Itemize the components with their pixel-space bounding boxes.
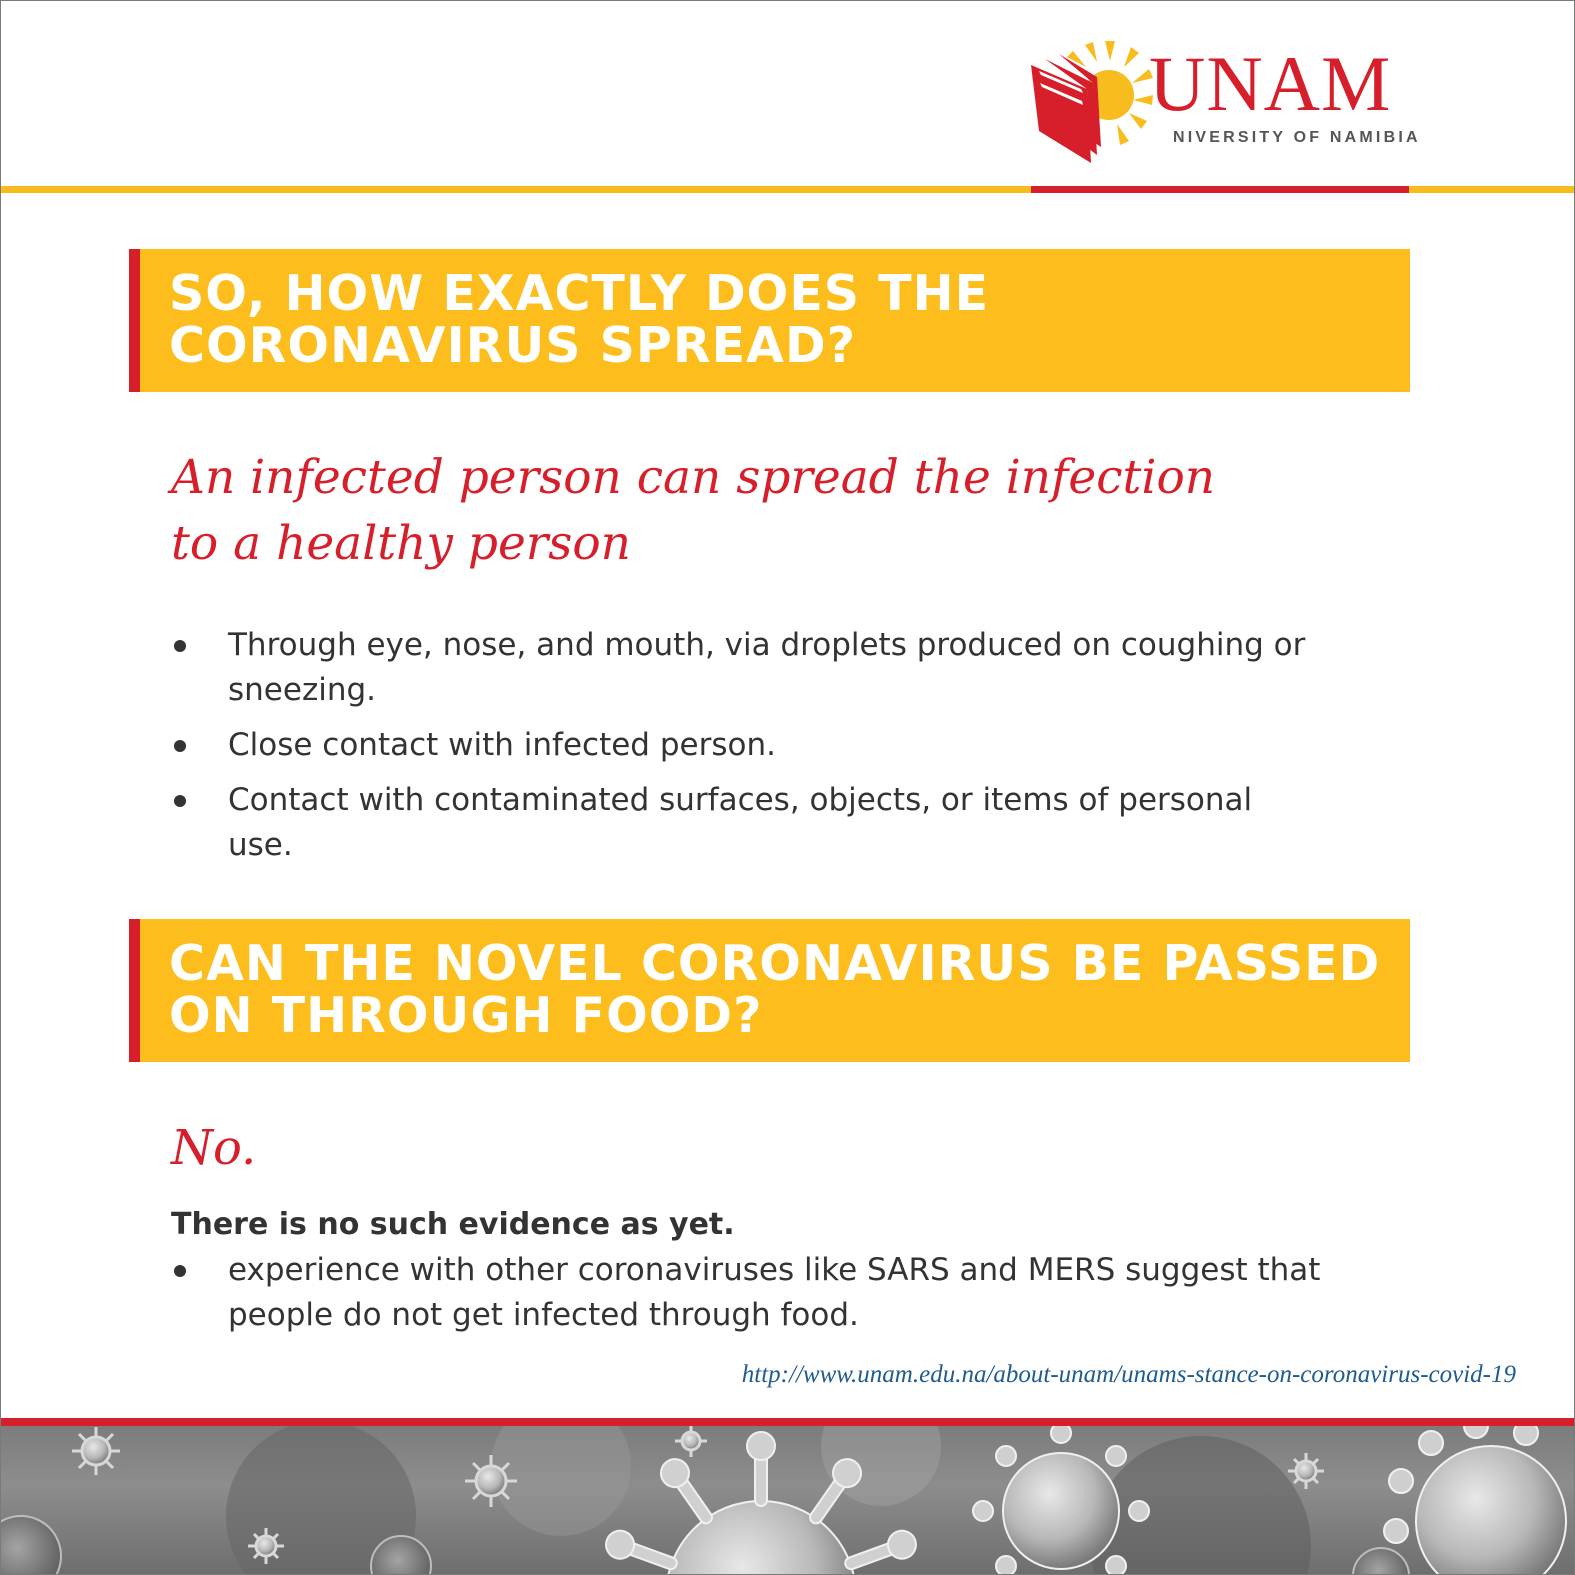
- bullet-dot-icon: [174, 640, 186, 652]
- heading-line: CORONAVIRUS SPREAD?: [169, 317, 857, 374]
- list-item: [171, 623, 1403, 713]
- footer-divider-red: [1, 1418, 1574, 1426]
- answer-text: No.: [171, 1120, 257, 1176]
- list-item: [171, 723, 1403, 768]
- bullet-line: Through eye, nose, and mouth, via droplets produced on coughing or: [228, 627, 1306, 663]
- section-heading-spread: [129, 249, 1410, 392]
- lead-line: An infected person can spread the infection: [171, 450, 1216, 505]
- header-divider-red: [1031, 186, 1409, 193]
- list-item: [171, 778, 1403, 868]
- bullet-line: Contact with contaminated surfaces, objects, or items of personal: [228, 782, 1253, 818]
- logo-subtitle: NIVERSITY OF NAMIBIA: [1173, 129, 1421, 146]
- sun-book-icon: [1031, 39, 1161, 164]
- evidence-statement: There is no such evidence as yet.: [171, 1207, 735, 1242]
- heading-line: ON THROUGH FOOD?: [169, 987, 763, 1044]
- section-heading-food: [129, 919, 1410, 1062]
- bullet-line: Close contact with infected person.: [228, 727, 776, 763]
- unam-logo: [1031, 39, 1421, 164]
- bullet-dot-icon: [174, 795, 186, 807]
- coronavirus-particles-image: [1, 1426, 1574, 1574]
- virus-particles-icon: [1, 1426, 1574, 1574]
- bullet-line: experience with other coronaviruses like SARS and MERS suggest that: [228, 1252, 1321, 1288]
- spread-bullet-list: [171, 623, 1403, 878]
- list-item: [171, 1248, 1403, 1338]
- bullet-line: people do not get infected through food.: [228, 1297, 859, 1333]
- bullet-line: sneezing.: [228, 672, 377, 708]
- heading-line: SO, HOW EXACTLY DOES THE: [169, 265, 990, 322]
- lead-line: to a healthy person: [171, 516, 631, 571]
- heading-line: CAN THE NOVEL CORONAVIRUS BE PASSED: [169, 935, 1381, 992]
- source-link[interactable]: http://www.unam.edu.na/about-unam/unams-stance-on-coronavirus-covid-19: [741, 1361, 1516, 1388]
- bullet-line: use.: [228, 827, 293, 863]
- logo-wordmark: UNAM: [1149, 40, 1392, 127]
- lead-statement: [171, 445, 1215, 577]
- bullet-dot-icon: [174, 740, 186, 752]
- food-bullet-list: [171, 1248, 1403, 1348]
- bullet-dot-icon: [174, 1265, 186, 1277]
